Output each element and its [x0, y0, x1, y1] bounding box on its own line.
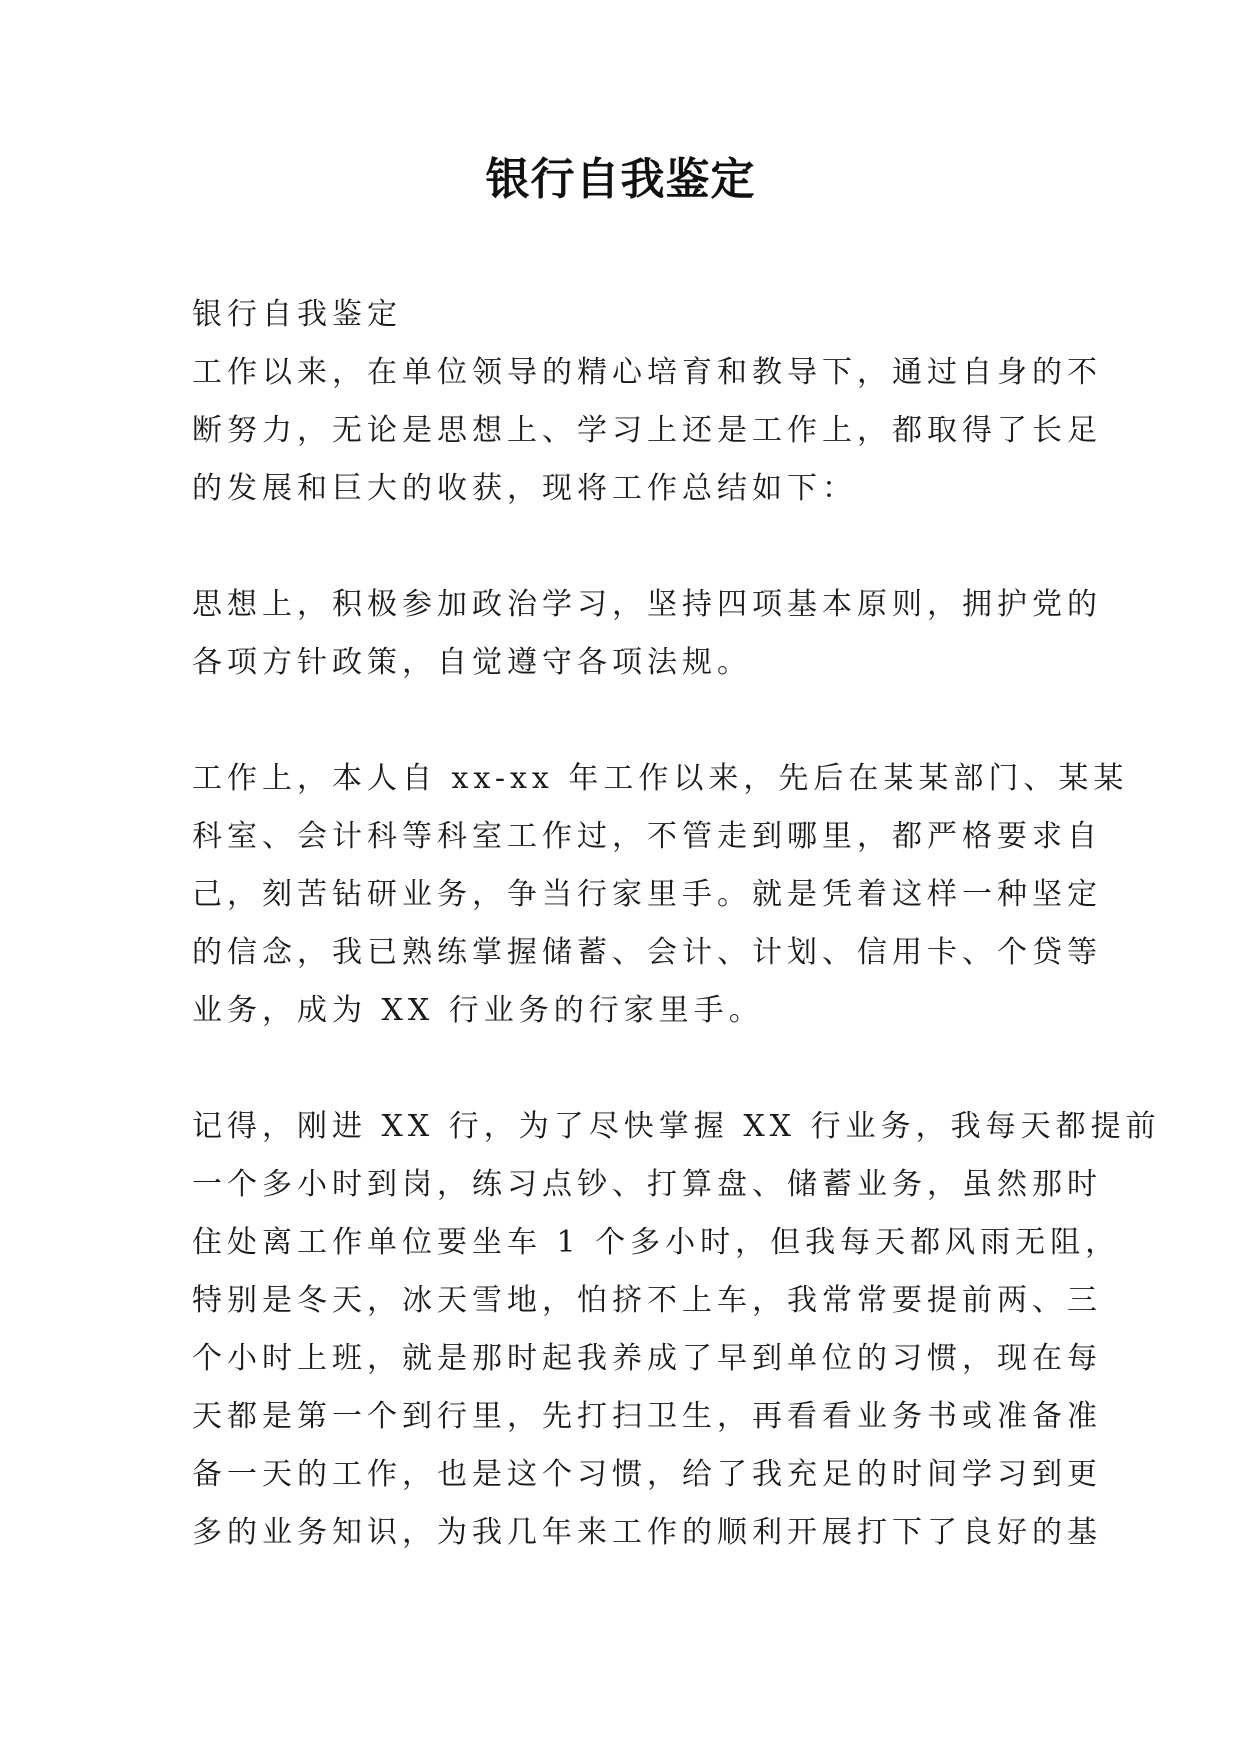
paragraph-spacer: [192, 692, 1062, 750]
paragraph-spacer: [192, 1040, 1062, 1098]
text-line: 己，刻苦钻研业务，争当行家里手。就是凭着这样一种坚定: [192, 877, 1102, 912]
text-line: 的信念，我已熟练掌握储蓄、会计、计划、信用卡、个贷等: [192, 935, 1102, 970]
text-line: 备一天的工作，也是这个习惯，给了我充足的时间学习到更: [192, 1457, 1102, 1492]
document-title: 银行自我鉴定: [485, 154, 756, 205]
text-line: 记得，刚进 XX 行，为了尽快掌握 XX 行业务，我每天都提前: [192, 1109, 1161, 1144]
text-line: 各项方针政策，自觉遵守各项法规。: [192, 645, 752, 680]
paragraph-memory: [192, 1098, 1161, 1562]
text-line: 一个多小时到岗，练习点钞、打算盘、储蓄业务，虽然那时: [192, 1167, 1102, 1202]
text-line: 的发展和巨大的收获，现将工作总结如下：: [192, 471, 857, 506]
paragraph-work: [192, 750, 1129, 1040]
text-line: 工作以来，在单位领导的精心培育和教导下，通过自身的不: [192, 355, 1102, 390]
text-line: 住处离工作单位要坐车 1 个多小时，但我每天都风雨无阻，: [192, 1225, 1121, 1260]
text-line: 业务，成为 XX 行业务的行家里手。: [192, 993, 764, 1028]
text-line: 多的业务知识，为我几年来工作的顺利开展打下了良好的基: [192, 1515, 1102, 1550]
document-subtitle: 银行自我鉴定: [192, 297, 402, 332]
paragraph-spacer: [192, 518, 1062, 576]
paragraph-thought: [192, 576, 1102, 692]
text-line: 科室、会计科等科室工作过，不管走到哪里，都严格要求自: [192, 819, 1102, 854]
text-line: 天都是第一个到行里，先打扫卫生，再看看业务书或准备准: [192, 1399, 1102, 1434]
paragraph-intro: [192, 344, 1102, 518]
text-line: 个小时上班，就是那时起我养成了早到单位的习惯，现在每: [192, 1341, 1102, 1376]
document-body: [192, 286, 1161, 1562]
text-line: 思想上，积极参加政治学习，坚持四项基本原则，拥护党的: [192, 587, 1102, 622]
text-line: 工作上，本人自 xx-xx 年工作以来，先后在某某部门、某某: [192, 761, 1129, 796]
text-line: 特别是冬天，冰天雪地，怕挤不上车，我常常要提前两、三: [192, 1283, 1102, 1318]
text-line: 断努力，无论是思想上、学习上还是工作上，都取得了长足: [192, 413, 1102, 448]
